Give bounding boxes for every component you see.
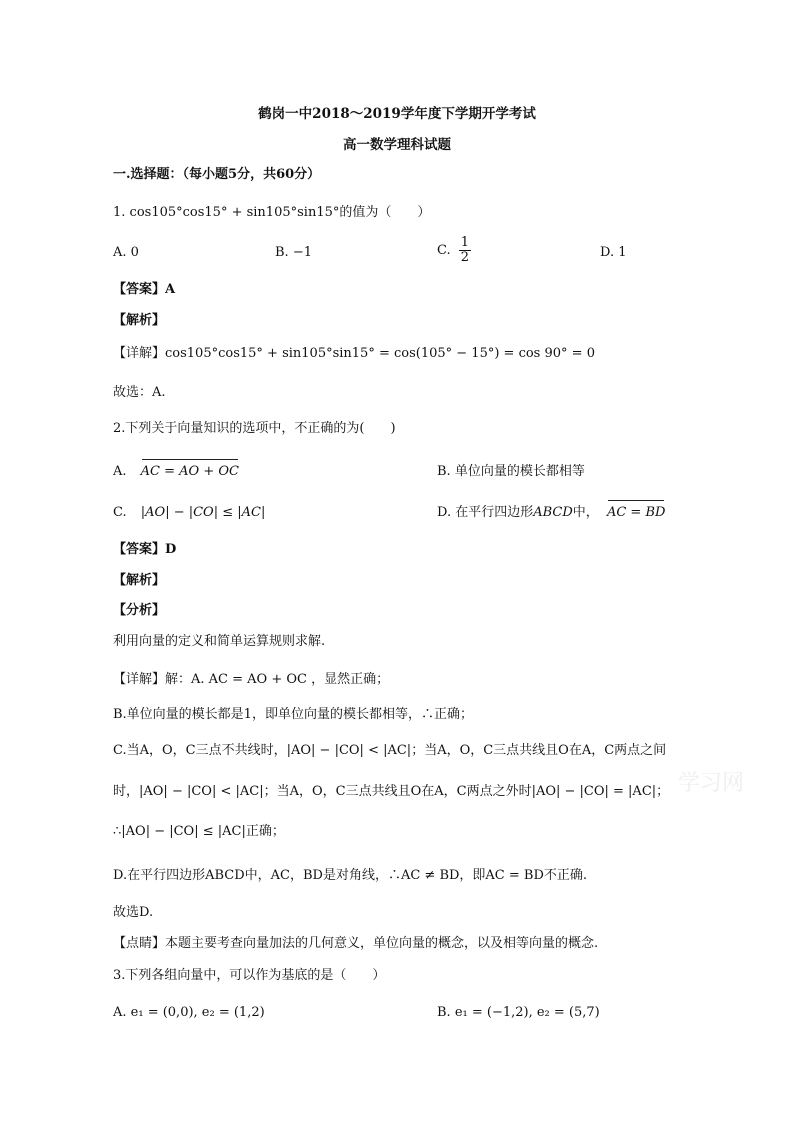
q1-option-a: A. 0 (113, 245, 139, 260)
q1-option-c (437, 236, 471, 265)
q2-detail-c3: ∴|AO| − |CO| ≤ |AC|正确； (113, 824, 285, 839)
q2-comment: 【点睛】本题主要考查向量加法的几何意义，单位向量的概念，以及相等向量的概念. (113, 936, 599, 951)
q2-option-c (113, 503, 265, 523)
q2-fenxi-label: 【分析】 (113, 603, 166, 618)
q2-analysis-label: 【解析】 (113, 573, 166, 588)
q3-option-b: B. e₁ = (−1,2), e₂ = (5,7) (437, 1005, 600, 1020)
q1-detail: 【详解】cos105°cos15° + sin105°sin15° = cos(105° − 15°) = cos 90° = 0 (113, 346, 595, 361)
fraction-numerator: 1 (460, 235, 470, 250)
fraction-denominator: 2 (460, 250, 470, 265)
q2-fenxi-text: 利用向量的定义和简单运算规则求解. (113, 634, 326, 649)
q2-option-a (113, 462, 239, 482)
q2-conclusion: 故选D. (113, 905, 154, 920)
q1-stem: 1. cos105°cos15° + sin105°sin15°的值为（ ） (113, 205, 431, 220)
q2-option-d-figure: ABCD (533, 505, 573, 520)
exam-subtitle: 高一数学理科试题 (343, 137, 451, 153)
q2-option-a-label: A. (113, 464, 127, 479)
q2-stem: 2.下列关于向量知识的选项中，不正确的为( ) (113, 421, 396, 436)
q2-option-c-label: C. (113, 505, 127, 520)
q2-detail-a: 【详解】解：A. AC = AO + OC ，显然正确； (113, 672, 390, 687)
q2-option-d-label: D. 在平行四边形 (437, 505, 534, 520)
q2-answer: 【答案】D (113, 542, 177, 557)
q1-answer: 【答案】A (113, 282, 176, 297)
q2-detail-d: D.在平行四边形ABCD中，AC，BD是对角线，∴AC ≠ BD，即AC = BD不正确. (113, 868, 588, 883)
q1-option-c-fraction (459, 236, 471, 265)
q3-stem: 3.下列各组向量中，可以作为基底的是（ ） (113, 968, 386, 983)
section-heading: 一.选择题：（每小题5分，共60分） (113, 167, 321, 182)
q2-option-d-expr: AC = BD (607, 503, 665, 523)
q2-detail-c1: C.当A，O，C三点不共线时，|AO| − |CO| < |AC|；当A，O，C三点共线且O在A，C两点之间 (113, 743, 667, 758)
watermark-text: 学习网 (678, 771, 745, 796)
q2-detail-b: B.单位向量的模长都是1，即单位向量的模长都相等，∴正确； (113, 707, 473, 722)
q2-option-d (437, 503, 665, 523)
q1-option-d: D. 1 (600, 245, 627, 260)
exam-title: 鹤岗一中2018～2019学年度下学期开学考试 (258, 106, 536, 122)
q1-option-b: B. −1 (275, 245, 312, 260)
q2-detail-c2: 时，|AO| − |CO| < |AC|；当A，O，C三点共线且O在A，C两点之外时|AO| − |CO| = |AC|； (113, 784, 670, 799)
q1-analysis-label: 【解析】 (113, 313, 166, 328)
q3-option-a: A. e₁ = (0,0), e₂ = (1,2) (113, 1005, 265, 1020)
q1-option-c-label: C. (437, 243, 451, 258)
q2-option-b: B. 单位向量的模长都相等 (437, 464, 585, 479)
q2-option-c-expr: |AO| − |CO| ≤ |AC| (140, 505, 266, 520)
q2-option-a-expr: AC = AO + OC (141, 462, 239, 482)
q2-option-d-mid: 中， (572, 505, 599, 520)
q1-conclusion: 故选：A. (113, 385, 166, 400)
